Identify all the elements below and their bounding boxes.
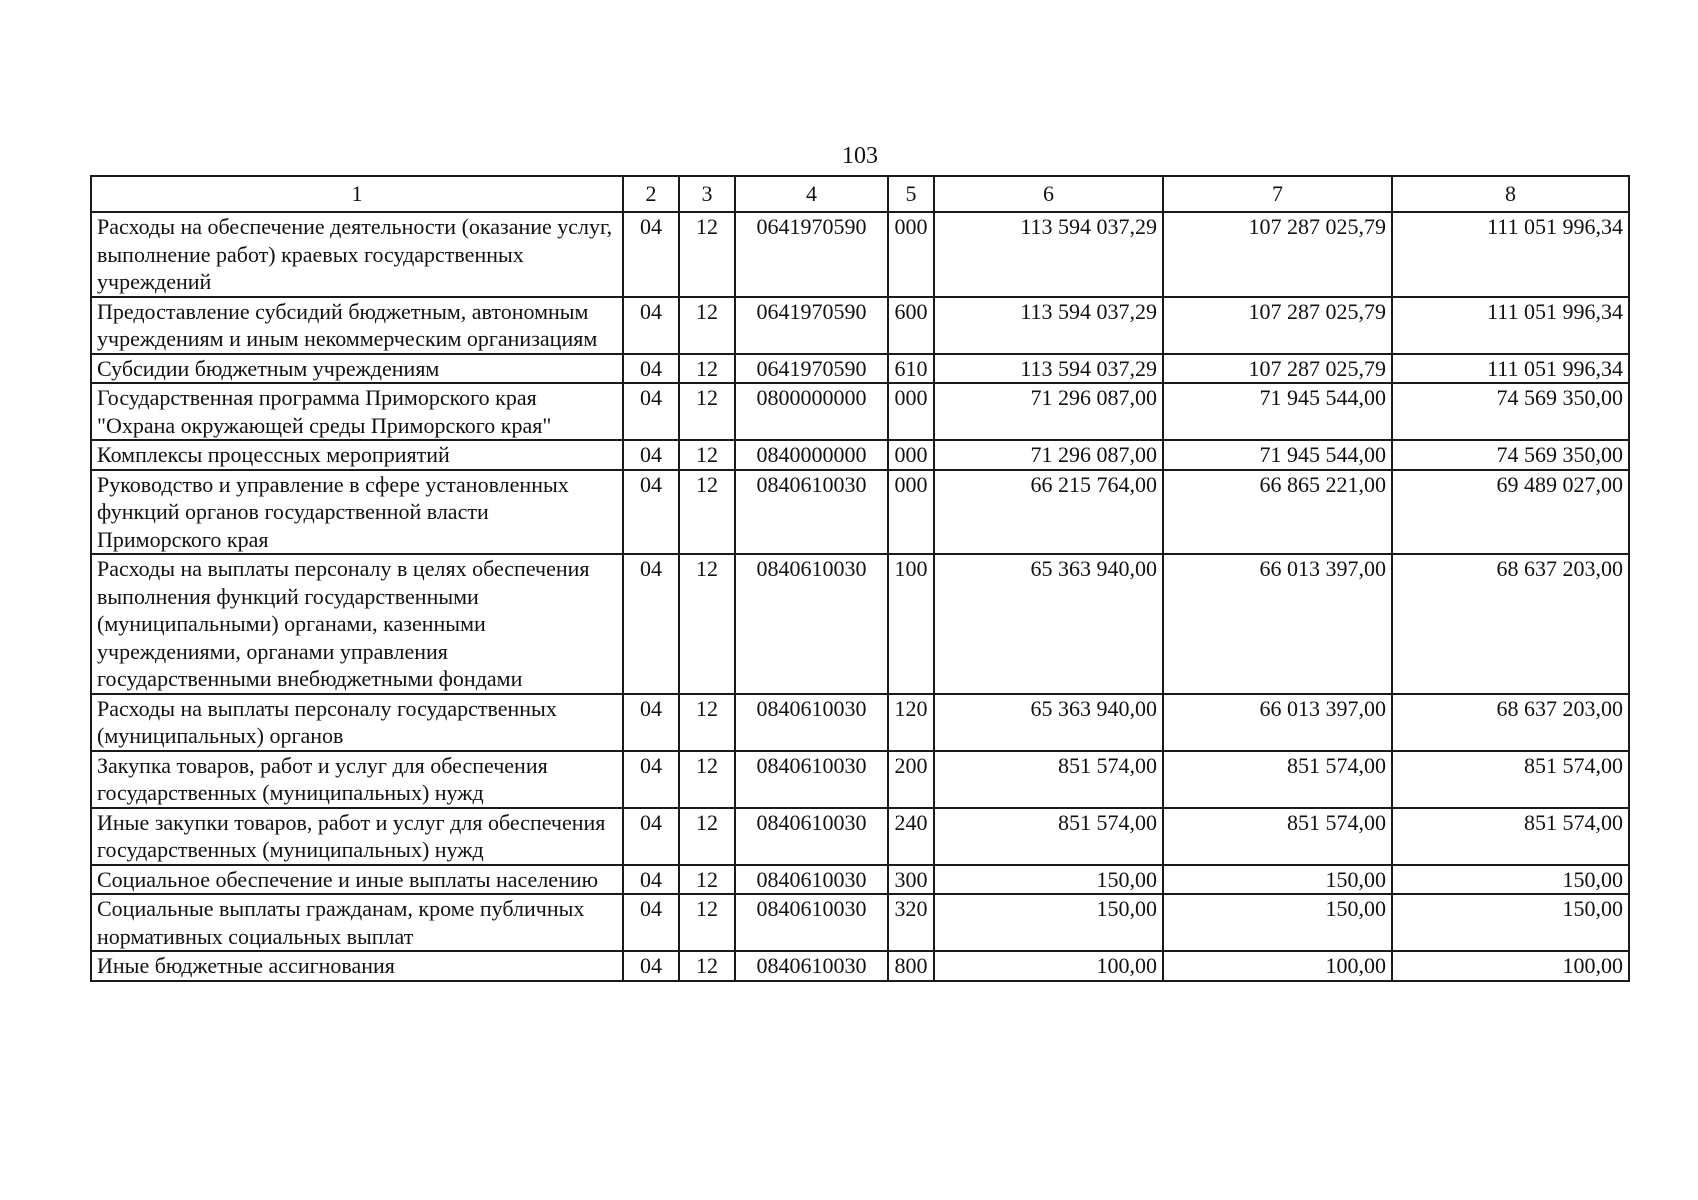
row-section-code: 04 [623, 751, 679, 808]
row-amount-col7 [1163, 354, 1392, 384]
row-amount-col7 [1163, 297, 1392, 354]
row-name: Субсидии бюджетным учреждениям [91, 354, 623, 384]
row-amount-col7-value: 107 287 025,79 [1248, 355, 1386, 381]
row-expense-type-code: 320 [888, 894, 934, 951]
row-amount-col7-value: 107 287 025,79 [1248, 214, 1386, 239]
row-subsection-code: 12 [679, 554, 735, 694]
row-amount-col7-value: 66 013 397,00 [1259, 556, 1386, 581]
row-amount-col8-value: 851 574,00 [1524, 752, 1623, 778]
row-target-article-code: 0800000000 [735, 383, 888, 440]
row-target-article-code: 0840610030 [735, 694, 888, 751]
row-name: Социальные выплаты гражданам, кроме публичных нормативных социальных выплат [91, 894, 623, 951]
row-name: Расходы на выплаты персоналу государственных (муниципальных) органов [91, 694, 623, 751]
row-name: Закупка товаров, работ и услуг для обеспечения государственных (муниципальных) нужд [91, 751, 623, 808]
row-amount-col7 [1163, 440, 1392, 470]
row-expense-type-code: 610 [888, 354, 934, 384]
row-section-code: 04 [623, 354, 679, 384]
row-expense-type-code: 300 [888, 865, 934, 895]
row-subsection-code: 12 [679, 354, 735, 384]
table-row [91, 865, 1629, 895]
row-amount-col6-value: 113 594 037,29 [1020, 355, 1157, 381]
row-section-code: 04 [623, 383, 679, 440]
row-amount-col6-value: 113 594 037,29 [1020, 214, 1157, 239]
row-amount-col6 [934, 354, 1163, 384]
row-amount-col6 [934, 751, 1163, 808]
table-row [91, 383, 1629, 440]
row-amount-col8-value: 68 637 203,00 [1496, 695, 1623, 721]
row-subsection-code: 12 [679, 694, 735, 751]
row-amount-col6-value: 150,00 [1096, 866, 1157, 892]
row-target-article-code: 0641970590 [735, 297, 888, 354]
row-amount-col7 [1163, 951, 1392, 981]
row-amount-col7-value: 150,00 [1325, 866, 1386, 892]
row-amount-col8 [1392, 554, 1629, 694]
column-header-5: 5 [888, 176, 934, 212]
row-amount-col6 [934, 440, 1163, 470]
row-amount-col8 [1392, 694, 1629, 751]
row-amount-col8 [1392, 440, 1629, 470]
row-amount-col7 [1163, 865, 1392, 895]
row-amount-col6 [934, 470, 1163, 555]
table-row [91, 554, 1629, 694]
row-section-code: 04 [623, 951, 679, 981]
row-subsection-code: 12 [679, 470, 735, 555]
row-name: Расходы на обеспечение деятельности (оказание услуг, выполнение работ) краевых государственных учреждений [91, 212, 623, 297]
row-amount-col8-value: 111 051 996,34 [1487, 355, 1623, 381]
row-target-article-code: 0840610030 [735, 808, 888, 865]
table-row [91, 297, 1629, 354]
row-section-code: 04 [623, 694, 679, 751]
row-amount-col7-value: 66 865 221,00 [1259, 471, 1386, 497]
row-amount-col7-value: 107 287 025,79 [1248, 298, 1386, 324]
table-row [91, 951, 1629, 981]
row-expense-type-code: 000 [888, 470, 934, 555]
row-amount-col7-value: 71 945 544,00 [1259, 385, 1386, 410]
row-amount-col6-value: 100,00 [1096, 953, 1157, 978]
row-amount-col8-value: 150,00 [1562, 866, 1623, 892]
row-target-article-code: 0641970590 [735, 354, 888, 384]
row-subsection-code: 12 [679, 383, 735, 440]
row-target-article-code: 0840000000 [735, 440, 888, 470]
row-section-code: 04 [623, 470, 679, 555]
row-amount-col6 [934, 297, 1163, 354]
row-expense-type-code: 600 [888, 297, 934, 354]
row-amount-col8 [1392, 354, 1629, 384]
row-name: Социальное обеспечение и иные выплаты населению [91, 865, 623, 895]
row-amount-col6 [934, 894, 1163, 951]
row-expense-type-code: 000 [888, 383, 934, 440]
row-amount-col6 [934, 212, 1163, 297]
row-amount-col6-value: 65 363 940,00 [1030, 556, 1157, 581]
row-name: Государственная программа Приморского края "Охрана окружающей среды Приморского края" [91, 383, 623, 440]
row-section-code: 04 [623, 212, 679, 297]
row-amount-col7-value: 66 013 397,00 [1259, 695, 1386, 721]
row-amount-col8-value: 100,00 [1562, 953, 1623, 978]
row-amount-col8-value: 69 489 027,00 [1496, 471, 1623, 497]
row-amount-col8-value: 74 569 350,00 [1496, 385, 1623, 410]
row-expense-type-code: 000 [888, 212, 934, 297]
row-amount-col8 [1392, 212, 1629, 297]
row-amount-col7 [1163, 212, 1392, 297]
row-target-article-code: 0840610030 [735, 470, 888, 555]
column-header-4: 4 [735, 176, 888, 212]
row-amount-col6-value: 71 296 087,00 [1030, 385, 1157, 410]
row-name: Иные бюджетные ассигнования [91, 951, 623, 981]
row-amount-col7-value: 851 574,00 [1287, 809, 1386, 835]
row-amount-col7-value: 71 945 544,00 [1259, 442, 1386, 467]
row-amount-col8-value: 150,00 [1562, 896, 1623, 921]
row-section-code: 04 [623, 440, 679, 470]
table-row [91, 808, 1629, 865]
row-amount-col8 [1392, 894, 1629, 951]
row-amount-col8 [1392, 383, 1629, 440]
page-number: 103 [842, 143, 878, 169]
row-amount-col6 [934, 383, 1163, 440]
row-amount-col7 [1163, 470, 1392, 555]
row-amount-col8 [1392, 865, 1629, 895]
row-amount-col8 [1392, 751, 1629, 808]
row-amount-col8-value: 851 574,00 [1524, 809, 1623, 835]
row-amount-col6-value: 65 363 940,00 [1030, 695, 1157, 721]
row-subsection-code: 12 [679, 212, 735, 297]
row-amount-col8 [1392, 470, 1629, 555]
row-amount-col7 [1163, 383, 1392, 440]
row-amount-col6 [934, 865, 1163, 895]
row-expense-type-code: 000 [888, 440, 934, 470]
row-amount-col6-value: 851 574,00 [1058, 809, 1157, 835]
row-amount-col6-value: 66 215 764,00 [1030, 471, 1157, 497]
row-section-code: 04 [623, 297, 679, 354]
row-amount-col7-value: 100,00 [1325, 953, 1386, 978]
row-amount-col8-value: 74 569 350,00 [1496, 442, 1623, 467]
row-subsection-code: 12 [679, 894, 735, 951]
row-expense-type-code: 200 [888, 751, 934, 808]
column-header-3: 3 [679, 176, 735, 212]
row-target-article-code: 0840610030 [735, 554, 888, 694]
row-amount-col7 [1163, 894, 1392, 951]
table-row [91, 751, 1629, 808]
row-amount-col7-value: 851 574,00 [1287, 752, 1386, 778]
row-amount-col7 [1163, 751, 1392, 808]
row-amount-col7 [1163, 554, 1392, 694]
row-amount-col6 [934, 808, 1163, 865]
budget-table [90, 175, 1630, 982]
row-amount-col6-value: 71 296 087,00 [1030, 442, 1157, 467]
table-row [91, 470, 1629, 555]
column-header-1: 1 [91, 176, 623, 212]
column-header-2: 2 [623, 176, 679, 212]
row-expense-type-code: 800 [888, 951, 934, 981]
row-amount-col8-value: 111 051 996,34 [1487, 214, 1623, 239]
row-name: Руководство и управление в сфере установленных функций органов государственной власти Приморского края [91, 470, 623, 555]
table-row [91, 212, 1629, 297]
row-target-article-code: 0840610030 [735, 865, 888, 895]
row-target-article-code: 0840610030 [735, 951, 888, 981]
table-row [91, 354, 1629, 384]
row-subsection-code: 12 [679, 808, 735, 865]
row-amount-col6 [934, 554, 1163, 694]
table-row [91, 694, 1629, 751]
row-name: Комплексы процессных мероприятий [91, 440, 623, 470]
row-amount-col8 [1392, 808, 1629, 865]
row-amount-col7-value: 150,00 [1325, 896, 1386, 921]
row-amount-col6-value: 150,00 [1096, 896, 1157, 921]
row-amount-col8-value: 111 051 996,34 [1487, 298, 1623, 324]
row-name: Иные закупки товаров, работ и услуг для обеспечения государственных (муниципальных) нужд [91, 808, 623, 865]
row-amount-col8 [1392, 951, 1629, 981]
table-row [91, 894, 1629, 951]
column-header-6: 6 [934, 176, 1163, 212]
row-amount-col6 [934, 694, 1163, 751]
table-body [91, 212, 1629, 981]
row-amount-col7 [1163, 694, 1392, 751]
column-header-7: 7 [1163, 176, 1392, 212]
row-subsection-code: 12 [679, 297, 735, 354]
table-row [91, 440, 1629, 470]
row-name: Расходы на выплаты персоналу в целях обеспечения выполнения функций государственными (муниципальными) органами, казенными учреждениями, органами управления государственными внебюджетными фондами [91, 554, 623, 694]
column-header-8: 8 [1392, 176, 1629, 212]
row-target-article-code: 0840610030 [735, 751, 888, 808]
row-amount-col8 [1392, 297, 1629, 354]
row-section-code: 04 [623, 554, 679, 694]
row-amount-col6 [934, 951, 1163, 981]
row-subsection-code: 12 [679, 951, 735, 981]
row-expense-type-code: 100 [888, 554, 934, 694]
row-amount-col6-value: 113 594 037,29 [1020, 298, 1157, 324]
row-expense-type-code: 120 [888, 694, 934, 751]
row-name: Предоставление субсидий бюджетным, автономным учреждениям и иным некоммерческим организациям [91, 297, 623, 354]
row-subsection-code: 12 [679, 751, 735, 808]
row-section-code: 04 [623, 808, 679, 865]
row-section-code: 04 [623, 865, 679, 895]
row-expense-type-code: 240 [888, 808, 934, 865]
row-section-code: 04 [623, 894, 679, 951]
row-amount-col8-value: 68 637 203,00 [1496, 556, 1623, 581]
row-target-article-code: 0840610030 [735, 894, 888, 951]
row-target-article-code: 0641970590 [735, 212, 888, 297]
table-header-row [91, 176, 1629, 212]
row-amount-col6-value: 851 574,00 [1058, 752, 1157, 778]
row-subsection-code: 12 [679, 865, 735, 895]
row-subsection-code: 12 [679, 440, 735, 470]
row-amount-col7 [1163, 808, 1392, 865]
